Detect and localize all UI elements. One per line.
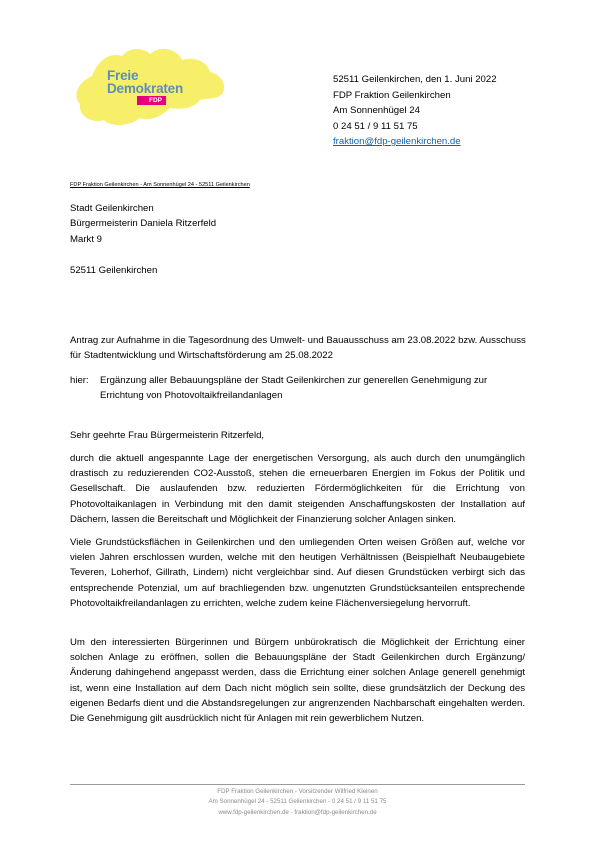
paragraph-3: Um den interessierten Bürgerinnen und Bürgern unbürokratisch die Möglichkeit der Errichtung einer solchen Anlage zu eröffnen, sollen die Bebauungspläne der Stadt Geilenkirchen durch Ergänzung/Änderung dahingehend angepasst werden, dass die Errichtung einer solchen Anlage generell genehmigt ist, wenn eine Installation auf dem Dach nicht möglich sein sollte, diese grundsätzlich der Deckung des eigenen Bedarfs dient und die Abstandsregelungen zur angrenzenden Nachbarschaft eingehalten werden. Die Genehmigung gilt ausdrücklich nicht für Anlagen mit rein gewerblichem Nutzen. <box>70 637 525 725</box>
fdp-logo <box>70 38 235 133</box>
hier-text: Ergänzung aller Bebauungspläne der Stadt Geilenkirchen zur generellen Genehmigung zur Errichtung von Photovoltaikfreilandanlagen <box>100 375 488 402</box>
subject-detail <box>70 373 530 403</box>
logo-text-demokraten: Demokraten <box>107 81 184 96</box>
footer-line-1: FDP Fraktion Geilenkirchen - Vorsitzender Wilfried Kleinen <box>217 788 378 795</box>
recipient-line-1: Stadt Geilenkirchen <box>70 203 154 214</box>
sender-date-line: 52511 Geilenkirchen, den 1. Juni 2022 <box>333 74 497 85</box>
sender-phone: 0 24 51 / 9 11 51 75 <box>333 120 418 132</box>
recipient-line-3: Markt 9 <box>70 233 102 245</box>
sender-street: Am Sonnenhügel 24 <box>333 105 420 116</box>
footer-line-3: www.fdp-geilenkirchen.de - fraktion@fdp-geilenkirchen.de <box>218 808 377 816</box>
hier-label: hier: <box>70 375 89 386</box>
recipient-line-4: 52511 Geilenkirchen <box>70 264 158 276</box>
recipient-line-2: Bürgermeisterin Daniela Ritzerfeld <box>70 218 217 230</box>
recipient-address <box>70 201 216 278</box>
salutation: Sehr geehrte Frau Bürgermeisterin Ritzerfeld, <box>70 430 265 441</box>
sender-block <box>333 72 497 150</box>
paragraph-2: Viele Grundstücksflächen in Geilenkirchen und den umliegenden Orten weisen Größen auf, welche vor vielen Jahren erschlossen wurden, welche mit den heutigen Verhältnissen (Beispielhaft Neubaugebiete Teveren, Loherhof, Gillrath, Lindern) nicht vergleichbar sind. Auf diesen Grundstücken verbirgt sich das entsprechende Potenzial, um auf brachliegenden bzw. ungenutzten Grundstücksanteilen entsprechende Photovoltaikfreilandanlagen zu errichten, welche zudem keine Flächenversiegelung hervorruft. <box>70 537 525 609</box>
sender-org: FDP Fraktion Geilenkirchen <box>333 89 451 101</box>
logo-badge-fdp: FDP <box>137 96 166 105</box>
footer-line-2: Am Sonnenhügel 24 - 52511 Geilenkirchen - 0 24 51 / 9 11 51 75 <box>208 798 387 806</box>
paragraph-1: durch die aktuell angespannte Lage der energetischen Versorgung, als auch durch den unumgänglich drastisch zu reduzierenden CO2-Ausstoß, stehen die erneuerbaren Energien im Fokus der Politik und Gesellschaft. Die auslaufenden bzw. reduzierten Fördermöglichkeiten für die Errichtung von Photovoltaikanlagen in Verbindung mit den damit steigenden Anschaffungskosten der Installation auf Dächern, lassen die Bereitschaft und Möglichkeit der Finanzierung solcher Anlagen sinken. <box>70 453 525 525</box>
return-address: FDP Fraktion Geilenkirchen - Am Sonnenhügel 24 - 52511 Geilenkirchen <box>70 182 250 188</box>
subject-line: Antrag zur Aufnahme in die Tagesordnung des Umwelt- und Bauausschuss am 23.08.2022 bzw. Ausschuss für Stadtentwicklung und Wirtschaftsförderung am 25.08.2022 <box>70 335 526 362</box>
logo-text-freie: Freie <box>107 68 139 83</box>
footer <box>70 787 525 818</box>
sender-email-link[interactable]: fraktion@fdp-geilenkirchen.de <box>333 136 461 147</box>
footer-divider <box>70 784 525 785</box>
